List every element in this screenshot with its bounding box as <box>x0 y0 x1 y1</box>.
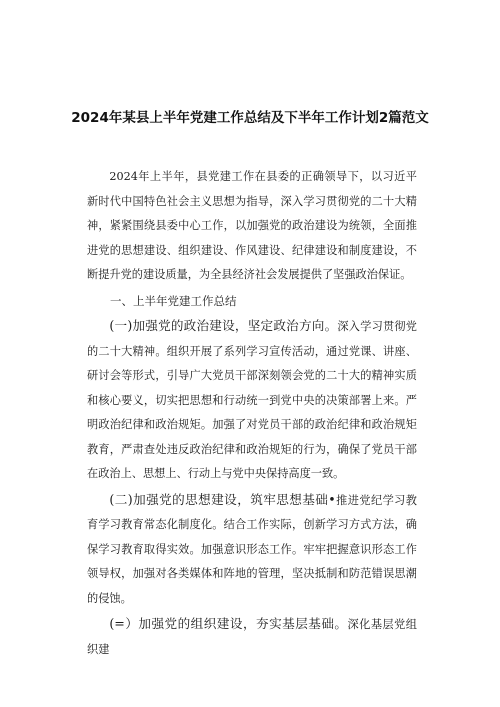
paragraph-text: 推进党纪学习教育学习教育常态化制度化。结合工作实际，创新学习方式方法，确保学习教育取得实效。加强意识形态工作。牢牢把握意识形态工作领导权，加强对各类媒体和阵地的管理，坚决抵制和防范错误思潮的侵蚀。 <box>87 493 417 605</box>
subsection-paragraph <box>87 488 417 612</box>
section-heading-text: 一、上半年党建工作总结 <box>110 293 237 308</box>
paragraph-text: 深入学习贯彻党的二十大精神。组织开展了系列学习宣传活动，通过党课、讲座、研讨会等形式，引导广大党员干部深刻领会党的二十大的精神实质和核心要义，切实把思想和行动统一到党中央的决策部署上来。严明政治纪律和政治规矩。加强了对党员干部的政治纪律和政治规矩教育，严肃查处违反政治纪律和政治规矩的行为，确保了党员干部在政治上、思想上、行动上与党中央保持高度一致。 <box>87 320 417 480</box>
subsection-heading: (二)加强党的思想建设，筑牢思想基础• <box>109 491 336 507</box>
document-body <box>87 165 417 662</box>
subsection-heading: (=）加强党的组织建设，夯实基层基础。 <box>109 616 348 631</box>
document-title: 2024年某县上半年党建工作总结及下半年工作计划2篇范文 <box>71 110 429 126</box>
section-heading <box>87 289 417 314</box>
subsection-paragraph <box>87 612 417 662</box>
paragraph-text: 2024年上半年，县党建工作在县委的正确领导下，以习近平新时代中国特色社会主义思想为指导，深入学习贯彻党的二十大精神，紧紧围绕县委中心工作，以加强党的政治建设为统领，全面推进党的思想建设、组织建设、作风建设、纪律建设和制度建设，不断提升党的建设质量，为全县经济社会发展提供了坚强政治保证。 <box>87 170 417 281</box>
paragraph-text: 深化基层党组织建 <box>87 618 417 656</box>
intro-paragraph <box>87 165 417 288</box>
subsection-paragraph <box>87 314 417 487</box>
subsection-heading: (一)加强党的政治建设，坚定政治方向。 <box>109 318 338 333</box>
